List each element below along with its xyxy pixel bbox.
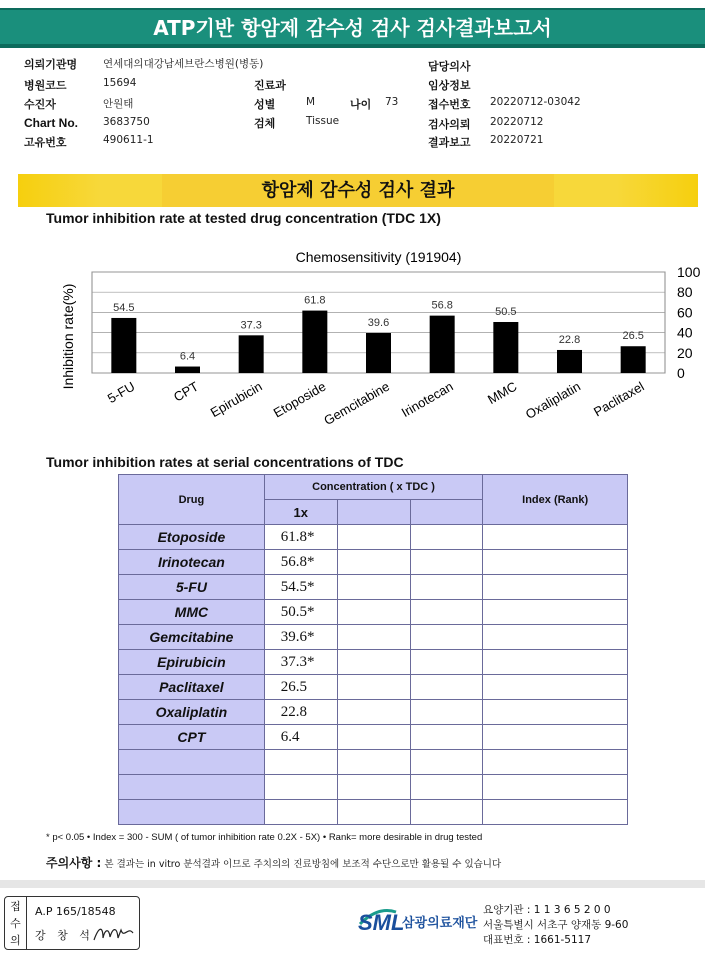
inhibition-value-cell: 6.4 <box>264 725 337 750</box>
drug-name-cell: Irinotecan <box>119 550 265 575</box>
empty-concentration-cell <box>337 775 410 800</box>
data-label: 26.5 <box>622 330 644 343</box>
info-label: 성별 <box>254 98 276 111</box>
info-value: 20220712-03042 <box>490 96 581 108</box>
empty-concentration-cell <box>410 675 483 700</box>
conc-1x-header: 1x <box>264 500 337 525</box>
section-header <box>18 174 698 207</box>
index-rank-cell <box>483 625 628 650</box>
drug-name-cell: Paclitaxel <box>119 675 265 700</box>
empty-concentration-cell <box>337 575 410 600</box>
table-row <box>119 575 628 600</box>
org-address-line: 서울특별시 서초구 양재동 9-60 <box>483 919 629 931</box>
empty-concentration-cell <box>410 600 483 625</box>
inhibition-value-cell <box>264 775 337 800</box>
empty-concentration-cell <box>410 750 483 775</box>
index-rank-cell <box>483 650 628 675</box>
bar <box>430 316 455 373</box>
x-tick-label: CPT <box>170 378 201 405</box>
drug-name-cell: MMC <box>119 600 265 625</box>
stamp-side-label <box>5 897 27 949</box>
y-tick-label: 80 <box>677 284 693 301</box>
index-rank-cell <box>483 575 628 600</box>
table-row <box>119 625 628 650</box>
empty-concentration-cell <box>410 775 483 800</box>
info-value: Tissue <box>306 115 340 127</box>
bar <box>621 346 646 373</box>
inhibition-value-cell: 22.8 <box>264 700 337 725</box>
table-row <box>119 600 628 625</box>
table-row <box>119 700 628 725</box>
empty-concentration-cell <box>410 700 483 725</box>
results-table-body <box>119 525 628 825</box>
empty-concentration-cell <box>410 800 483 825</box>
drug-name-cell: Etoposide <box>119 525 265 550</box>
bar <box>302 311 327 373</box>
index-rank-cell <box>483 725 628 750</box>
info-label: 접수번호 <box>428 98 471 111</box>
drug-name-cell: 5-FU <box>119 575 265 600</box>
data-label: 61.8 <box>304 294 326 307</box>
info-value: 연세대의대강남세브란스병원(병동) <box>103 58 264 70</box>
y-tick-label: 20 <box>677 344 693 361</box>
empty-concentration-cell <box>410 550 483 575</box>
y-tick-label: 100 <box>677 264 701 280</box>
signature-mark <box>91 923 137 945</box>
index-rank-cell <box>483 775 628 800</box>
stamp-code: A.P 165/18548 <box>35 905 116 918</box>
inhibition-value-cell: 37.3* <box>264 650 337 675</box>
table-row <box>119 675 628 700</box>
footer-divider <box>0 880 705 888</box>
logo-text: SML <box>358 910 405 935</box>
empty-concentration-cell <box>410 650 483 675</box>
inhibition-value-cell: 50.5* <box>264 600 337 625</box>
data-label: 22.8 <box>558 333 581 346</box>
empty-concentration-cell <box>337 800 410 825</box>
drug-name-cell: Oxaliplatin <box>119 700 265 725</box>
footnote: * p< 0.05 • Index = 300 - SUM ( of tumor inhibition rate 0.2X - 5X) • Rank= more desirable in drug tested <box>46 832 483 843</box>
info-label: 진료과 <box>254 79 286 92</box>
index-rank-cell <box>483 700 628 725</box>
x-tick-label: Irinotecan <box>398 378 456 421</box>
drug-column-header: Drug <box>119 475 265 525</box>
y-tick-label: 0 <box>677 365 685 381</box>
empty-concentration-cell <box>337 700 410 725</box>
bar <box>175 367 200 373</box>
org-phone-line: 대표번호 : 1661-5117 <box>483 934 592 946</box>
x-tick-label: Gemcitabine <box>321 378 392 429</box>
notice-label: 주의사항 : <box>46 856 102 870</box>
section-title: 항암제 감수성 검사 결과 <box>162 174 555 207</box>
info-label: 임상정보 <box>428 79 471 92</box>
table-row <box>119 750 628 775</box>
info-label: 나이 <box>350 98 372 111</box>
info-label: 검사의뢰 <box>428 118 471 131</box>
empty-concentration-cell <box>337 675 410 700</box>
info-label: 결과보고 <box>428 136 471 149</box>
drug-name-cell: Epirubicin <box>119 650 265 675</box>
info-value: 15694 <box>103 77 137 89</box>
table-row <box>119 550 628 575</box>
data-label: 56.8 <box>431 299 453 312</box>
empty-concentration-cell <box>337 650 410 675</box>
empty-concentration-cell <box>410 725 483 750</box>
data-label: 37.3 <box>240 319 262 332</box>
drug-name-cell: Gemcitabine <box>119 625 265 650</box>
x-tick-label: MMC <box>484 378 520 408</box>
empty-concentration-cell <box>337 625 410 650</box>
info-value: 3683750 <box>103 116 150 128</box>
empty-concentration-cell <box>337 600 410 625</box>
empty-concentration-cell <box>410 575 483 600</box>
info-value: 20220721 <box>490 134 544 146</box>
stamp-side-char: 접 <box>10 900 21 913</box>
concentration-column-header: Concentration ( x TDC ) <box>264 475 483 500</box>
inhibition-value-cell <box>264 750 337 775</box>
table-heading: Tumor inhibition rates at serial concentrations of TDC <box>46 454 404 470</box>
x-tick-label: Etoposide <box>270 378 329 421</box>
y-tick-label: 40 <box>677 324 693 341</box>
x-tick-label: Paclitaxel <box>590 378 647 420</box>
stamp-side-char: 의 <box>10 934 21 947</box>
inhibition-value-cell: 39.6* <box>264 625 337 650</box>
info-label: 담당의사 <box>428 60 471 73</box>
info-label: Chart No. <box>24 116 78 130</box>
index-rank-cell <box>483 550 628 575</box>
empty-concentration-cell <box>337 525 410 550</box>
stamp-name: 강 창 석 <box>35 929 94 942</box>
bar <box>493 322 518 373</box>
data-label: 54.5 <box>113 301 135 314</box>
x-tick-label: Epirubicin <box>207 378 265 421</box>
empty-concentration-cell <box>337 550 410 575</box>
inhibition-value-cell <box>264 800 337 825</box>
index-rank-cell <box>483 600 628 625</box>
inhibition-value-cell: 56.8* <box>264 550 337 575</box>
conc-blank-header <box>410 500 483 525</box>
bar <box>239 335 264 373</box>
info-value: 73 <box>385 96 399 108</box>
index-column-header: Index (Rank) <box>483 475 628 525</box>
inhibition-value-cell: 54.5* <box>264 575 337 600</box>
org-address <box>483 903 628 948</box>
empty-concentration-cell <box>337 725 410 750</box>
chart-heading: Tumor inhibition rate at tested drug concentration (TDC 1X) <box>46 210 441 226</box>
data-label: 50.5 <box>495 305 517 318</box>
info-label: 검체 <box>254 117 276 130</box>
empty-concentration-cell <box>337 750 410 775</box>
bar <box>557 350 582 373</box>
table-row <box>119 650 628 675</box>
drug-name-cell <box>119 750 265 775</box>
info-value: 안원태 <box>103 98 134 110</box>
org-code-line: 요양기관 : 1 1 3 6 5 2 0 0 <box>483 904 611 916</box>
chemosensitivity-bar-chart <box>0 238 705 450</box>
org-name: 삼광의료재단 <box>402 916 478 931</box>
x-tick-label: Oxaliplatin <box>522 378 583 422</box>
info-label: 의뢰기관명 <box>24 58 78 71</box>
info-value: 490611-1 <box>103 134 154 146</box>
info-label: 고유번호 <box>24 136 67 149</box>
index-rank-cell <box>483 675 628 700</box>
drug-name-cell: CPT <box>119 725 265 750</box>
patient-info-block <box>0 54 705 154</box>
table-row <box>119 775 628 800</box>
y-axis-label: Inhibition rate(%) <box>60 283 76 390</box>
inhibition-value-cell: 26.5 <box>264 675 337 700</box>
index-rank-cell <box>483 525 628 550</box>
receipt-stamp <box>4 896 140 950</box>
info-label: 병원코드 <box>24 79 67 92</box>
index-rank-cell <box>483 800 628 825</box>
table-row <box>119 525 628 550</box>
info-value: 20220712 <box>490 116 544 128</box>
table-row <box>119 725 628 750</box>
conc-blank-header <box>337 500 410 525</box>
chart-title: Chemosensitivity (191904) <box>295 249 462 265</box>
data-label: 39.6 <box>367 317 390 330</box>
drug-name-cell <box>119 800 265 825</box>
bar <box>366 333 391 373</box>
index-rank-cell <box>483 750 628 775</box>
stamp-side-char: 수 <box>10 917 21 930</box>
x-tick-label: 5-FU <box>104 378 138 407</box>
notice-text: 본 결과는 in vitro 분석결과 이므로 주치의의 진료방침에 보조적 수단으로만 활용될 수 있습니다 <box>104 859 502 870</box>
drug-name-cell <box>119 775 265 800</box>
inhibition-value-cell: 61.8* <box>264 525 337 550</box>
empty-concentration-cell <box>410 625 483 650</box>
y-tick-label: 60 <box>677 304 693 321</box>
bar <box>111 318 136 373</box>
info-label: 수진자 <box>24 98 56 111</box>
report-title-banner <box>0 8 705 48</box>
notice <box>46 854 501 871</box>
table-row <box>119 800 628 825</box>
data-label: 6.4 <box>179 350 196 363</box>
results-table <box>118 474 628 825</box>
info-value: M <box>306 96 316 108</box>
empty-concentration-cell <box>410 525 483 550</box>
report-title: ATP기반 항암제 감수성 검사 검사결과보고서 <box>153 16 552 40</box>
